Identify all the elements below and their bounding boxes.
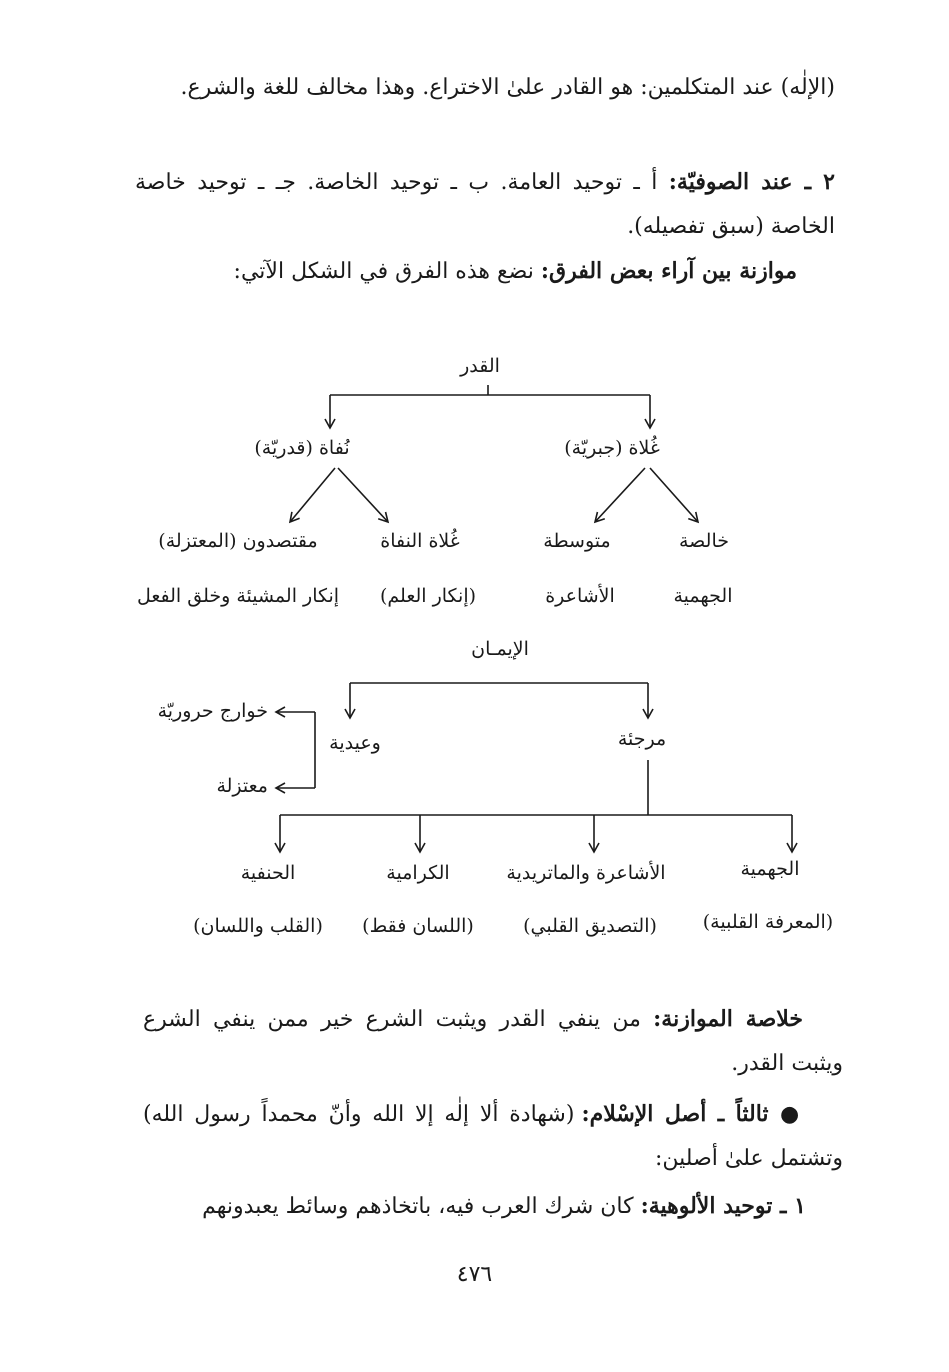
iman-waidiyya: وعيدية xyxy=(329,732,381,754)
heading-comparison: موازنة بين آراء بعض الفرق: xyxy=(540,258,797,284)
iman-khawarij: خوارج حروريّة xyxy=(157,700,268,722)
ghulat-arrow-right xyxy=(650,468,698,522)
paragraph-asl-islam xyxy=(143,1092,843,1181)
iman-murjia: مرجئة xyxy=(617,728,667,750)
qadar-leaf-muqtasidun: مقتصدون (المعتزلة) xyxy=(158,530,318,552)
heading-sufiyya: ٢ ـ عند الصوفيّة: xyxy=(668,169,835,195)
iman-mutazila: معتزلة xyxy=(216,775,268,797)
qadar-root: القدر xyxy=(460,355,500,377)
iman-ashaira-maturidiyya: الأشاعرة والماتريدية xyxy=(506,862,666,884)
iman-root: الإيمـان xyxy=(471,638,529,660)
nufat-arrow-left xyxy=(290,468,335,522)
qadar-leaf-khalisa: خالصة xyxy=(679,530,729,552)
iman-hanafiyya: الحنفية xyxy=(240,862,296,884)
iman-note-lisan-faqat: (اللسان فقط) xyxy=(362,915,474,937)
paragraph-conclusion xyxy=(143,997,843,1086)
qadar-nufat: نُفاة (قدريّة) xyxy=(254,437,350,459)
paragraph-text: (شهادة ألا إلٰه إلا الله وأنّ محمداً رسول الله) وتشتمل علىٰ أصلين: xyxy=(143,1102,843,1171)
qadar-note-inkar-mashia: إنكار المشيئة وخلق الفعل xyxy=(136,585,340,607)
iman-note-qalb-lisan: (القلب واللسان) xyxy=(193,915,323,937)
iman-note-tasdiq: (التصديق القلبي) xyxy=(523,915,657,937)
qadar-leaf-mutawassita: متوسطة xyxy=(543,530,611,552)
paragraph-text: أ ـ توحيد العامة. ب ـ توحيد الخاصة. جـ ـ توحيد خاصة الخاصة (سبق تفصيله). xyxy=(135,170,835,239)
qadar-ghulat: غُلاة (جبريّة) xyxy=(564,437,660,459)
paragraph-text: (الإلٰه) عند المتكلمين: هو القادر علىٰ الاختراع. وهذا مخالف للغة والشرع. xyxy=(180,75,835,100)
heading-asl-islam: ● ثالثاً ـ أصل الإسْلام: xyxy=(581,1101,803,1127)
nufat-arrow-right xyxy=(338,468,388,522)
heading-conclusion: خلاصة الموازنة: xyxy=(653,1006,803,1032)
paragraph-tawhid-uluhiyya xyxy=(202,1193,806,1219)
ghulat-arrow-left xyxy=(595,468,645,522)
paragraph-text: من ينفي القدر ويثبت الشرع خير ممن ينفي الشرع ويثبت القدر. xyxy=(143,1007,843,1076)
iman-karramiyya: الكرامية xyxy=(386,862,450,884)
iman-jahmiyya: الجهمية xyxy=(740,858,800,880)
page-number: ٤٧٦ xyxy=(456,1262,493,1287)
qadar-leaf-ghulat-nufat: غُلاة النفاة xyxy=(380,530,460,552)
heading-tawhid-uluhiyya: ١ ـ توحيد الألوهية: xyxy=(640,1193,806,1219)
qadar-note-inkar-ilm: (إنكار العلم) xyxy=(379,585,477,607)
qadar-note-jahmiyya: الجهمية xyxy=(673,585,733,607)
paragraph-text: كان شرك العرب فيه، باتخاذهم وسائط يعبدونهم xyxy=(202,1194,641,1219)
qadar-note-ashaira: الأشاعرة xyxy=(545,585,615,607)
paragraph-text: نضع هذه الفرق في الشكل الآتي: xyxy=(233,259,541,284)
iman-note-marifa: (المعرفة القلبية) xyxy=(702,911,834,933)
